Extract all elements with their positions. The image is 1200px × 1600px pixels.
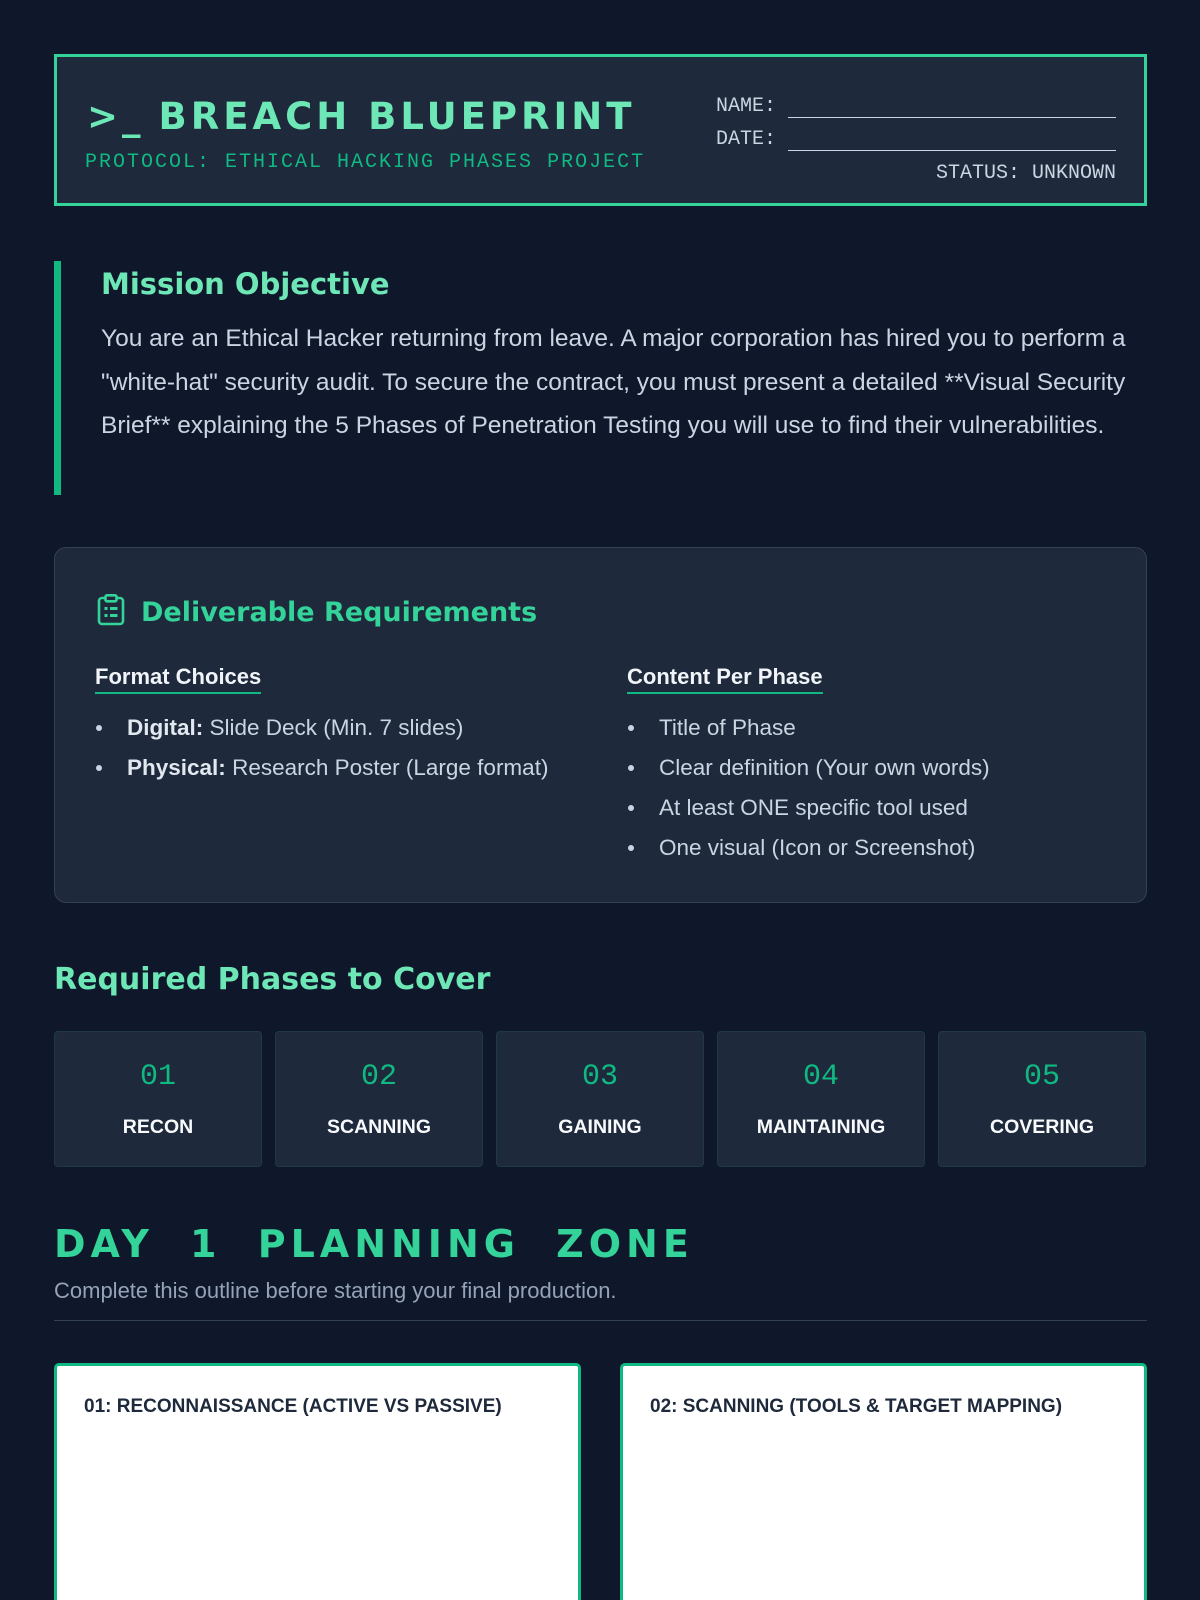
title-text: BREACH BLUEPRINT [158,95,636,138]
date-blank-line[interactable] [788,133,1116,151]
mission-objective-section [54,261,1147,495]
list-item [95,708,548,748]
phase-number: 02 [360,1060,397,1094]
planning-zone-heading: DAY 1 PLANNING ZONE [54,1222,694,1266]
planning-zone-subtitle: Complete this outline before starting your final production. [54,1278,617,1303]
phases-heading: Required Phases to Cover [54,962,491,997]
list-item: One visual (Icon or Screenshot) [627,828,990,868]
section-divider [54,1320,1147,1321]
deliverable-requirements-card [54,547,1147,903]
format-type-label: Digital: [127,715,204,740]
protocol-subtitle: PROTOCOL: ETHICAL HACKING PHASES PROJECT [85,151,646,174]
name-blank-line[interactable] [788,100,1116,118]
phase-label: RECON [122,1116,194,1138]
outline-box-reconnaissance[interactable] [54,1363,581,1600]
phase-label: COVERING [989,1116,1094,1138]
list-item [95,748,548,788]
content-per-phase-column [627,664,990,868]
phase-card-scanning [275,1031,483,1167]
format-type-desc: Research Poster (Large format) [225,755,549,780]
terminal-prompt-icon: >_ [87,95,145,138]
format-choices-column [95,664,548,788]
date-label: DATE: [716,128,777,151]
phase-card-covering [938,1031,1146,1167]
date-row [716,118,1116,151]
phase-card-gaining [496,1031,704,1167]
mission-body: You are an Ethical Hacker returning from leave. A major corporation has hired you to perform a "white-hat" security audit. To secure the contract, you must present a detailed **Visual Security Brief** explaining the 5 Phases of Penetration Testing you will use to find their vulnerabilities. [101,325,1126,439]
name-label: NAME: [716,95,777,118]
phase-card-recon [54,1031,262,1167]
student-info [716,85,1116,185]
phase-label: GAINING [558,1116,642,1138]
list-item: Clear definition (Your own words) [627,748,990,788]
outline-box-scanning[interactable] [620,1363,1147,1600]
format-type-label: Physical: [127,755,226,780]
phase-card-maintaining [717,1031,925,1167]
page-title [87,95,635,138]
phase-label: SCANNING [326,1116,431,1138]
phase-number: 01 [139,1060,176,1094]
deliverable-heading: Deliverable Requirements [141,597,538,628]
content-per-phase-heading: Content Per Phase [627,664,823,694]
format-choices-list [95,708,548,788]
clipboard-list-icon [97,594,125,631]
list-item: Title of Phase [627,708,990,748]
name-row [716,85,1116,118]
deliverable-title-row [97,594,537,631]
format-type-desc: Slide Deck (Min. 7 slides) [203,715,464,740]
phase-label: MAINTAINING [756,1116,886,1138]
outline-box-title: 01: RECONNAISSANCE (ACTIVE VS PASSIVE) [84,1396,502,1417]
phase-number: 05 [1023,1060,1060,1094]
status-text: STATUS: UNKNOWN [935,162,1116,185]
header-banner [54,54,1147,206]
phase-number: 04 [802,1060,839,1094]
phases-grid [54,1031,1147,1167]
list-item: At least ONE specific tool used [627,788,990,828]
phase-number: 03 [581,1060,618,1094]
format-choices-heading: Format Choices [95,664,261,694]
mission-heading: Mission Objective [101,267,390,301]
outline-box-title: 02: SCANNING (TOOLS & TARGET MAPPING) [650,1396,1063,1417]
content-per-phase-list [627,708,990,868]
